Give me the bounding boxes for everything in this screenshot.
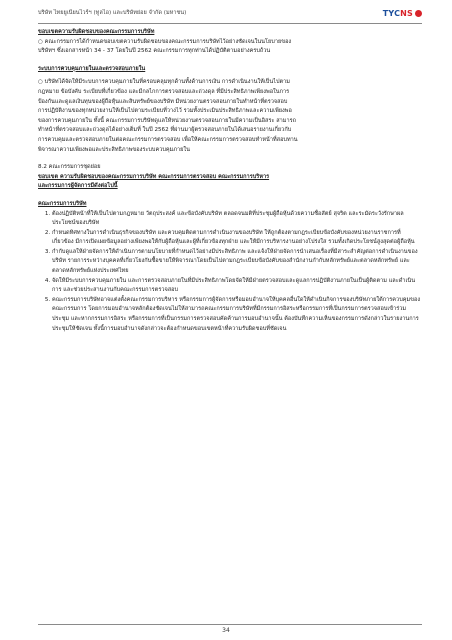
header-divider	[38, 23, 422, 24]
board-heading: คณะกรรมการบริษัท	[38, 200, 87, 207]
document-body	[38, 28, 422, 334]
list-item: 2. กำหนดทิศทางในการดำเนินธุรกิจของบริษัท และควบคุมติดตามการดำเนินงานของบริษัท ให้ถูกต้องตามกฎระเบียบข้อบังคับของหน่วยงานราชการที่เกี่ยวข้อง มีการเปิดเผยข้อมูลอย่างเพียงพอให้กับผู้ถือหุ้นและผู้ที่เกี่ยวข้องทุกฝ่าย และให้มีการบริหารงานอย่างโปร่งใส รวมทั้งเกิดประโยชน์สูงสุดต่อผู้ถือหุ้น	[52, 229, 422, 248]
section-heading-board-scope: ขอบเขตความรับผิดชอบของคณะกรรมการบริษัท	[38, 29, 155, 35]
section-heading-internal-control: ระบบการควบคุมภายในและตรวจสอบภายใน	[38, 65, 146, 72]
company-logo	[383, 9, 422, 18]
paragraph-line: ป้องกันและดูแลเงินทุนของผู้ถือหุ้นและสินทรัพย์ของบริษัท มีหน่วยงานตรวจสอบภายในทำหน้าที่ตรวจสอบ	[38, 98, 288, 105]
paragraph-line: ○ คณะกรรมการได้กำหนดขอบเขตความรับผิดชอบของคณะกรรมการบริษัทไว้อย่างชัดเจนในนโยบายของ	[38, 38, 292, 45]
page-number: 34	[222, 627, 230, 634]
logo-mark-icon	[415, 10, 422, 17]
list-item: 1. ต้องปฏิบัติหน้าที่ให้เป็นไปตามกฎหมาย วัตถุประสงค์ และข้อบังคับบริษัท ตลอดจนมติที่ประชุมผู้ถือหุ้นด้วยความซื่อสัตย์ สุจริต และระมัดระวังรักษาผลประโยชน์ของบริษัท	[52, 210, 422, 229]
paragraph-line: ทำหน้าที่ตรวจสอบและถ่วงดุลได้อย่างเต็มที่ ในปี 2562 ที่ผ่านมาผู้ตรวจสอบภายในได้เสนอรายงานเกี่ยวกับ	[38, 127, 292, 134]
page-header	[38, 6, 422, 20]
paragraph-line: บริษัทฯ ซึ่งเอกสารหน้า 34 - 37 โดยในปี 2562 คณะกรรมการทุกท่านได้ปฏิบัติตามอย่างครบถ้วน	[38, 48, 271, 55]
logo-text-ns: NS	[400, 8, 413, 18]
paragraph-line: กฎหมาย ข้อบังคับ ระเบียบที่เกี่ยวข้อง และมีกลไกการตรวจสอบและถ่วงดุล ที่มีประสิทธิภาพเพียงพอในการ	[38, 88, 290, 95]
section-82-subtitle-line2: และกรรมการผู้จัดการมีดังต่อไปนี้	[38, 183, 118, 190]
logo-text-tyc: TYC	[382, 8, 401, 18]
section-82-title: 8.2 คณะกรรมการชุดย่อย	[38, 164, 101, 171]
list-item: 3. กำกับดูแลให้ฝ่ายจัดการให้ดำเนินการตามนโยบายที่กำหนดไว้อย่างมีประสิทธิภาพ และแจ้งให้ฝ่ายจัดการนำเสนอเรื่องที่มีสาระสำคัญต่อการดำเนินงานของบริษัท รายการระหว่างบุคคลที่เกี่ยวโยงกันซื้อขายให้พิจารณาโดยเป็นไปตามกฎระเบียบข้อบังคับของสำนักงานกำกับหลักทรัพย์และตลาดหลักทรัพย์ และตลาดหลักทรัพย์แห่งประเทศไทย	[52, 248, 422, 277]
paragraph-line: การควบคุมและตรวจสอบภายในต่อคณะกรรมการตรวจสอบ เพื่อให้คณะกรรมการตรวจสอบทำหน้าที่สอบทาน	[38, 136, 298, 143]
list-item: 4. จัดให้มีระบบการควบคุมภายใน และการตรวจสอบภายในที่มีประสิทธิภาพโดยจัดให้มีฝ่ายตรวจสอบและดูแลการปฏิบัติงานภายในเป็นผู้ติดตาม และดำเนินการ และช่วยประสานงานกับคณะกรรมการตรวจสอบ	[52, 277, 422, 296]
board-duties-list	[38, 210, 422, 335]
footer-divider	[38, 624, 422, 625]
section-82-subtitle-line1: ขอบเขต ความรับผิดชอบของคณะกรรมการบริษัท คณะกรรมการตรวจสอบ คณะกรรมการบริหาร	[38, 173, 270, 180]
paragraph-line: พิจารณาความเพียงพอและประสิทธิภาพของระบบควบคุมภายใน	[38, 146, 190, 153]
paragraph-line: ○ บริษัทได้จัดให้มีระบบการควบคุมภายในที่ครอบคลุมทุกด้านทั้งด้านการเงิน การดำเนินงานให้เป็นไปตาม	[38, 79, 290, 86]
paragraph-line: ของการควบคุมภายใน ทั้งนี้ คณะกรรมการบริษัทดูแลให้หน่วยงานตรวจสอบภายในมีความเป็นอิสระ สามารถ	[38, 117, 297, 124]
paragraph-line: การปฏิบัติงานของทุกหน่วยงานให้เป็นไปตามระเบียบที่วางไว้ รวมทั้งประเมินประสิทธิภาพและความเพียงพอ	[38, 108, 292, 115]
list-item: 5. คณะกรรมการบริษัทอาจแต่งตั้งคณะกรรมการบริหาร หรือกรรมการผู้จัดการหรือมอบอำนาจให้บุคคลอื่นใดให้ดำเนินกิจการของบริษัทภายใต้การควบคุมของคณะกรรมการ โดยการมอบอำนาจหลักต้องชัดเจนไม่ให้สามารถคณะกรรมการบริษัทที่มีกรรมการอิสระหรือกรรมการที่เป็นกรรมการตรวจสอบเข้าร่วมประชุม และหากกรรมการอิสระ หรือกรรมการที่เป็นกรรมการตรวจสอบคัดค้านการมอบอำนาจนั้น ต้องบันทึกความเห็นของกรรมการดังกล่าวในรายงานการประชุมให้ชัดเจน ทั้งนี้การมอบอำนาจดังกล่าวจะต้องกำหนดขอบเขตหน้าที่ความรับผิดชอบที่ชัดเจน	[52, 296, 422, 334]
company-name: บริษัท ไทยยูเนียนไวร์ฯ (ทูลไอ) และบริษัทย่อย จำกัด (มหาชน)	[38, 10, 187, 16]
